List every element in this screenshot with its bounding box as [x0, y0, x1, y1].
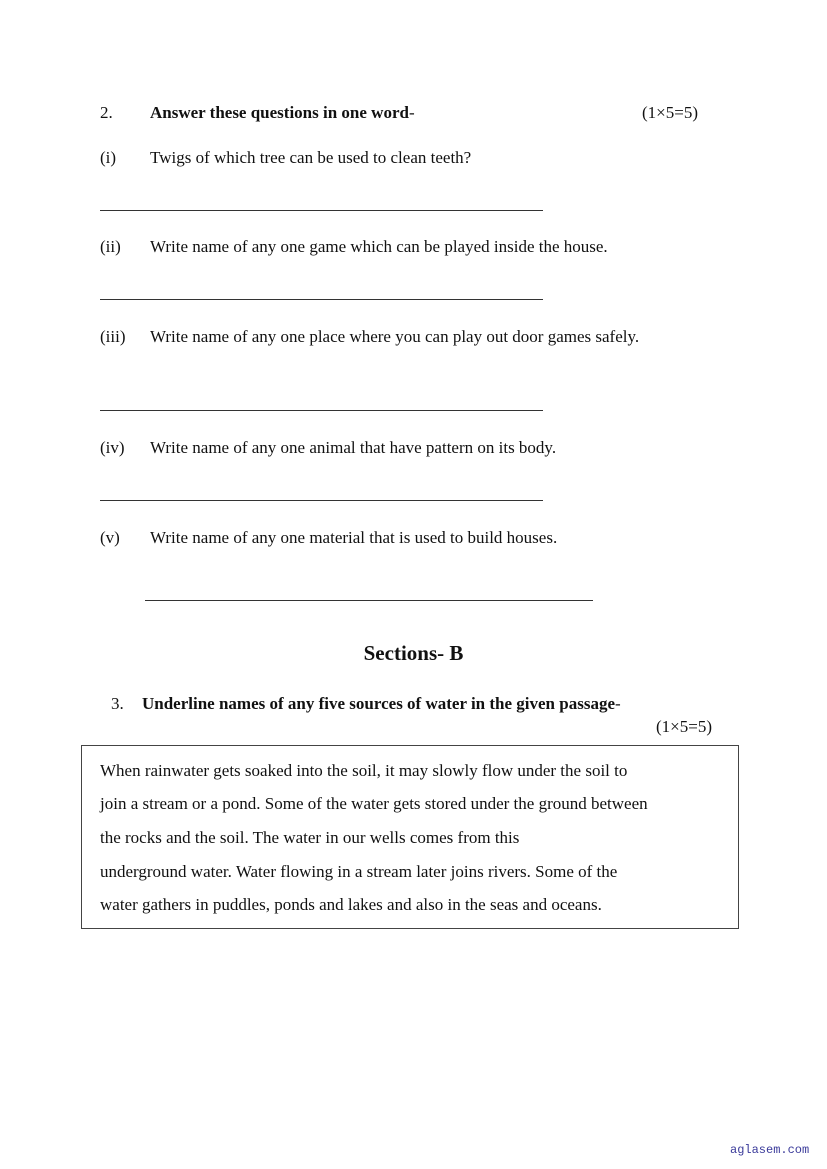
item-label-i: (i) — [100, 148, 117, 167]
passage-line-2: join a stream or a pond. Some of the water gets stored under the ground between — [100, 794, 648, 813]
passage-line-1: When rainwater gets soaked into the soil, it may slowly flow under the soil to — [100, 761, 628, 780]
question-3-marks: (1×5=5) — [656, 717, 712, 736]
question-2-title-text: Answer these questions in one word — [150, 103, 409, 122]
item-text-iii: Write name of any one place where you can play out door games safely. — [150, 327, 640, 346]
question-3-title — [142, 694, 621, 714]
passage-line-3: the rocks and the soil. The water in our wells comes from this — [100, 828, 520, 847]
item-text-i: Twigs of which tree can be used to clean teeth? — [150, 148, 472, 167]
question-3-number: 3. — [111, 694, 124, 713]
question-2-title — [150, 103, 415, 123]
answer-line-iv — [100, 500, 543, 501]
item-label-iii: (iii) — [100, 327, 126, 346]
passage-line-5: water gathers in puddles, ponds and lakes and also in the seas and oceans. — [100, 895, 602, 914]
question-2-title-suffix: - — [408, 103, 415, 122]
answer-line-v — [145, 600, 593, 601]
section-b-heading: Sections- B — [363, 641, 464, 665]
question-3-title-suffix: - — [615, 694, 621, 713]
item-label-v: (v) — [100, 528, 120, 547]
watermark-link[interactable]: aglasem.com — [730, 1143, 810, 1157]
item-text-v: Write name of any one material that is used to build houses. — [150, 528, 558, 547]
answer-line-iii — [100, 410, 543, 411]
answer-line-i — [100, 210, 543, 211]
question-2-number: 2. — [100, 103, 113, 122]
question-3-title-text: Underline names of any five sources of water in the given passage — [142, 694, 615, 713]
passage-line-4: underground water. Water flowing in a stream later joins rivers. Some of the — [100, 862, 618, 881]
question-2-marks: (1×5=5) — [642, 103, 698, 122]
item-text-ii: Write name of any one game which can be played inside the house. — [150, 237, 608, 256]
answer-line-ii — [100, 299, 543, 300]
item-label-iv: (iv) — [100, 438, 125, 457]
item-text-iv: Write name of any one animal that have pattern on its body. — [150, 438, 557, 457]
item-label-ii: (ii) — [100, 237, 121, 256]
